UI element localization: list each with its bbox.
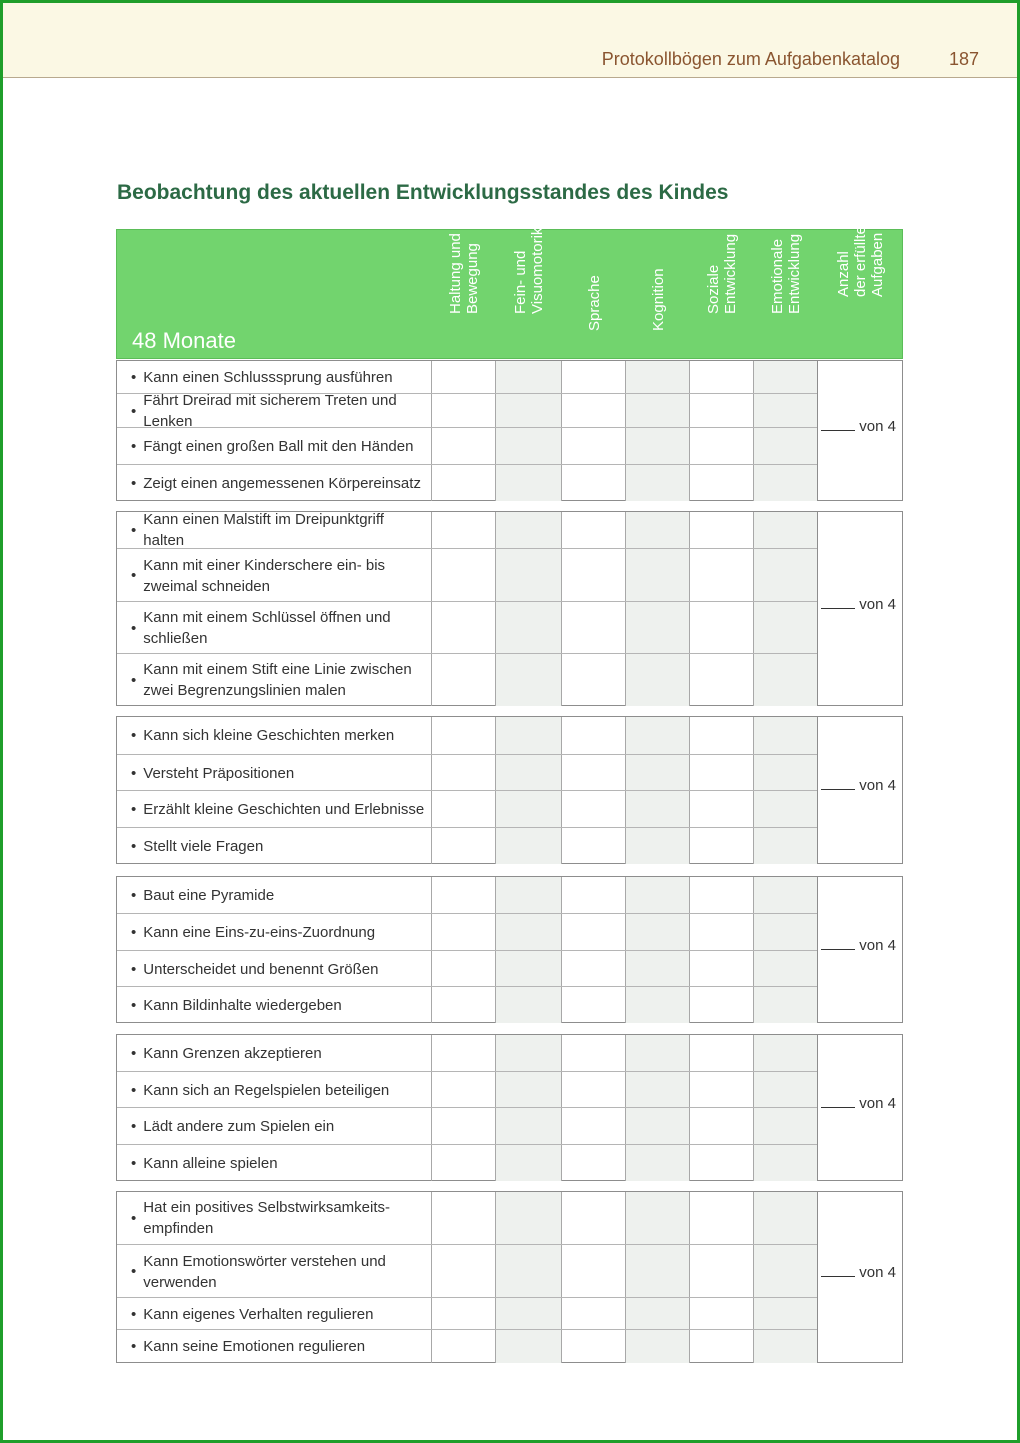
task-count-cell[interactable]	[817, 877, 902, 1022]
table-row	[117, 548, 817, 602]
bullet-icon: •	[131, 801, 137, 818]
column-header	[690, 230, 754, 360]
check-cell[interactable]	[431, 1298, 495, 1330]
observation-group	[116, 716, 903, 864]
check-cell[interactable]	[689, 717, 753, 754]
check-cell[interactable]	[495, 951, 561, 987]
check-cell[interactable]	[753, 428, 817, 465]
criterion-text	[131, 828, 427, 864]
check-cell[interactable]	[625, 512, 689, 548]
check-cell[interactable]	[561, 791, 625, 828]
criterion-label: Erzählt kleine Geschichten und Erlebnisse	[143, 801, 425, 818]
bullet-icon: •	[131, 727, 137, 744]
check-cell[interactable]	[561, 428, 625, 465]
criterion-label: Unterscheidet und benennt Größen	[143, 960, 379, 978]
check-cell[interactable]	[561, 1145, 625, 1181]
check-cell[interactable]	[625, 755, 689, 791]
check-cell[interactable]	[689, 1035, 753, 1071]
column-header-line: Entwicklung	[786, 233, 803, 314]
check-cell[interactable]	[753, 987, 817, 1023]
check-cell[interactable]	[753, 877, 817, 913]
check-cell[interactable]	[495, 1145, 561, 1181]
criterion-label: Kann einen Schlusssprung ausführen	[143, 368, 393, 386]
check-cell[interactable]	[625, 717, 689, 754]
table-row	[117, 393, 817, 428]
check-cell[interactable]	[431, 549, 495, 602]
check-cell[interactable]	[625, 1298, 689, 1330]
check-cell[interactable]	[561, 951, 625, 987]
criterion-label: Kann alleine spielen	[143, 1154, 278, 1172]
check-cell[interactable]	[753, 394, 817, 428]
table-row	[117, 913, 817, 951]
check-cell[interactable]	[561, 755, 625, 791]
criterion-label: Hat ein positives Selbstwirksamkeits-empfinden	[143, 1199, 391, 1237]
criterion-text	[131, 951, 427, 987]
task-count	[821, 777, 896, 794]
criterion-text	[131, 1108, 427, 1145]
criterion-text	[131, 361, 427, 393]
check-cell[interactable]	[431, 654, 495, 706]
check-cell[interactable]	[431, 394, 495, 428]
check-cell[interactable]	[689, 755, 753, 791]
observation-group	[116, 1191, 903, 1363]
task-count-cell[interactable]	[817, 512, 902, 705]
check-cell[interactable]	[495, 1298, 561, 1330]
check-cell[interactable]	[689, 1245, 753, 1298]
check-cell[interactable]	[431, 1072, 495, 1108]
table-row	[117, 950, 817, 987]
criterion-text	[131, 1298, 427, 1330]
check-cell[interactable]	[431, 602, 495, 654]
criterion-text	[131, 394, 427, 428]
criterion-text	[131, 1145, 427, 1181]
check-cell[interactable]	[561, 465, 625, 501]
check-cell[interactable]	[561, 1035, 625, 1071]
check-cell[interactable]	[753, 755, 817, 791]
check-cell[interactable]	[625, 1108, 689, 1145]
bullet-icon: •	[131, 837, 137, 855]
check-cell[interactable]	[495, 549, 561, 602]
check-cell[interactable]	[753, 549, 817, 602]
table-row	[117, 1035, 817, 1071]
count-blank[interactable]	[821, 430, 855, 431]
criterion-label: Kann eigenes Verhalten regulieren	[143, 1305, 374, 1323]
check-cell[interactable]	[431, 1035, 495, 1071]
page-number: 187	[949, 49, 980, 69]
check-cell[interactable]	[753, 602, 817, 654]
task-count-cell[interactable]	[817, 717, 902, 863]
criterion-label: Kann sich an Regelspielen beteiligen	[143, 1081, 390, 1099]
check-cell[interactable]	[625, 465, 689, 501]
check-cell[interactable]	[495, 1245, 561, 1298]
task-count	[821, 937, 896, 954]
check-cell[interactable]	[753, 791, 817, 828]
check-cell[interactable]	[625, 1245, 689, 1298]
bullet-icon: •	[131, 438, 137, 455]
count-suffix: von 4	[859, 936, 896, 954]
check-cell[interactable]	[625, 914, 689, 951]
task-count-cell[interactable]	[817, 1192, 902, 1362]
check-cell[interactable]	[625, 1330, 689, 1363]
check-cell[interactable]	[753, 1192, 817, 1244]
table-row	[117, 986, 817, 1023]
check-cell[interactable]	[561, 1245, 625, 1298]
check-cell[interactable]	[689, 602, 753, 654]
criterion-label: Kann Grenzen akzeptieren	[143, 1044, 322, 1062]
count-blank[interactable]	[821, 789, 855, 790]
criterion-label: Stellt viele Fragen	[143, 837, 264, 855]
check-cell[interactable]	[753, 1298, 817, 1330]
check-cell[interactable]	[561, 987, 625, 1023]
table-row	[117, 601, 817, 654]
check-cell[interactable]	[495, 987, 561, 1023]
table-row	[117, 717, 817, 754]
running-header	[3, 3, 1017, 78]
bullet-icon: •	[131, 886, 137, 904]
table-row	[117, 754, 817, 791]
check-cell[interactable]	[431, 828, 495, 864]
check-cell[interactable]	[689, 394, 753, 428]
check-cell[interactable]	[495, 914, 561, 951]
check-cell[interactable]	[625, 549, 689, 602]
observation-group	[116, 876, 903, 1023]
check-cell[interactable]	[689, 1108, 753, 1145]
check-cell[interactable]	[753, 1245, 817, 1298]
criterion-label: Kann Emotionswörter verstehen und verwenden	[143, 1252, 386, 1291]
count-suffix: von 4	[859, 595, 896, 613]
criterion-text	[131, 602, 427, 654]
check-cell[interactable]	[495, 1035, 561, 1071]
table-row	[117, 790, 817, 828]
column-header	[496, 227, 562, 360]
check-cell[interactable]	[561, 654, 625, 706]
check-cell[interactable]	[753, 717, 817, 754]
table-row	[117, 361, 817, 393]
count-suffix: von 4	[859, 417, 896, 435]
check-cell[interactable]	[431, 791, 495, 828]
table-row	[117, 1144, 817, 1181]
check-cell[interactable]	[625, 877, 689, 913]
column-header-line: Anzahl	[834, 251, 852, 297]
check-cell[interactable]	[561, 1192, 625, 1244]
criterion-text	[131, 877, 427, 913]
check-cell[interactable]	[753, 1330, 817, 1363]
table-row	[117, 1107, 817, 1145]
check-cell[interactable]	[753, 361, 817, 393]
criterion-text	[131, 914, 427, 951]
check-cell[interactable]	[495, 1330, 561, 1363]
bullet-icon: •	[131, 1338, 137, 1355]
bullet-icon: •	[131, 567, 137, 584]
check-cell[interactable]	[753, 654, 817, 706]
criterion-label: Fährt Dreirad mit sicherem Treten und Lenken	[143, 392, 397, 430]
check-cell[interactable]	[431, 877, 495, 913]
check-cell[interactable]	[495, 1108, 561, 1145]
check-cell[interactable]	[495, 602, 561, 654]
observation-group	[116, 1034, 903, 1181]
column-header-line: Fein- und	[512, 250, 529, 314]
task-count	[821, 596, 896, 613]
check-cell[interactable]	[431, 1145, 495, 1181]
bullet-icon: •	[131, 924, 137, 941]
column-header-line: Soziale	[705, 264, 722, 314]
column-header-line: der erfüllten	[851, 217, 869, 297]
check-cell[interactable]	[431, 428, 495, 465]
task-count-cell[interactable]	[817, 1035, 902, 1180]
check-cell[interactable]	[753, 465, 817, 501]
check-cell[interactable]	[753, 1108, 817, 1145]
check-cell[interactable]	[753, 828, 817, 864]
check-cell[interactable]	[689, 828, 753, 864]
check-cell[interactable]	[561, 877, 625, 913]
table-row	[117, 653, 817, 706]
criterion-text	[131, 755, 427, 791]
check-cell[interactable]	[561, 361, 625, 393]
criterion-label: Kann sich kleine Geschichten merken	[143, 727, 395, 744]
check-cell[interactable]	[495, 1072, 561, 1108]
check-cell[interactable]	[625, 602, 689, 654]
criterion-label: Kann mit einem Stift eine Linie zwischen zwei Begrenzungslinien malen	[143, 661, 412, 699]
criterion-label: Kann einen Malstift im Dreipunktgriff halten	[143, 511, 384, 549]
check-cell[interactable]	[625, 1035, 689, 1071]
page-title: Beobachtung des aktuellen Entwicklungsstandes des Kindes	[117, 181, 729, 204]
check-cell[interactable]	[561, 1330, 625, 1363]
bullet-icon: •	[131, 996, 137, 1014]
check-cell[interactable]	[753, 1145, 817, 1181]
check-cell[interactable]	[431, 1245, 495, 1298]
check-cell[interactable]	[689, 361, 753, 393]
criterion-text	[131, 1245, 427, 1298]
bullet-icon: •	[131, 1154, 137, 1172]
bullet-icon: •	[131, 671, 137, 689]
check-cell[interactable]	[561, 394, 625, 428]
column-header-line: Haltung und	[447, 233, 464, 314]
age-label: 48 Monate	[132, 328, 236, 353]
check-cell[interactable]	[625, 1072, 689, 1108]
column-header-line: Entwicklung	[722, 233, 739, 314]
task-count	[821, 1264, 896, 1281]
check-cell[interactable]	[689, 1330, 753, 1363]
criterion-text	[131, 1035, 427, 1071]
bullet-icon: •	[131, 1044, 137, 1062]
bullet-icon: •	[131, 1209, 137, 1227]
check-cell[interactable]	[431, 1108, 495, 1145]
column-header-line: Emotionale	[769, 238, 786, 314]
check-cell[interactable]	[689, 987, 753, 1023]
check-cell[interactable]	[431, 717, 495, 754]
check-cell[interactable]	[753, 1072, 817, 1108]
bullet-icon: •	[131, 960, 137, 978]
criterion-label: Kann Bildinhalte wiedergeben	[143, 996, 342, 1014]
check-cell[interactable]	[561, 914, 625, 951]
check-cell[interactable]	[495, 654, 561, 706]
bullet-icon: •	[131, 1305, 137, 1323]
table-row	[117, 1297, 817, 1330]
count-blank[interactable]	[821, 1276, 855, 1277]
check-cell[interactable]	[625, 394, 689, 428]
table-row	[117, 464, 817, 501]
bullet-icon: •	[131, 1081, 137, 1099]
criterion-label: Kann seine Emotionen regulieren	[143, 1338, 366, 1355]
bullet-icon: •	[131, 368, 137, 386]
table-row	[117, 877, 817, 913]
check-cell[interactable]	[495, 361, 561, 393]
check-cell[interactable]	[431, 512, 495, 548]
criterion-text	[131, 1330, 427, 1363]
check-cell[interactable]	[753, 1035, 817, 1071]
check-cell[interactable]	[561, 549, 625, 602]
check-cell[interactable]	[431, 914, 495, 951]
column-header-line: Aufgaben	[868, 232, 886, 297]
check-cell[interactable]	[625, 987, 689, 1023]
bullet-icon: •	[131, 521, 137, 539]
observation-group	[116, 360, 903, 501]
bullet-icon: •	[131, 474, 137, 492]
table-header	[116, 217, 903, 359]
check-cell[interactable]	[625, 428, 689, 465]
check-cell[interactable]	[495, 428, 561, 465]
check-cell[interactable]	[689, 654, 753, 706]
criterion-label: Lädt andere zum Spielen ein	[143, 1118, 335, 1135]
task-count	[821, 1095, 896, 1112]
check-cell[interactable]	[753, 512, 817, 548]
check-cell[interactable]	[689, 512, 753, 548]
count-suffix: von 4	[859, 1094, 896, 1112]
count-blank[interactable]	[821, 1107, 855, 1108]
criterion-text	[131, 791, 427, 828]
table-row	[117, 1192, 817, 1244]
check-cell[interactable]	[431, 465, 495, 501]
column-header-line: Visuomotorik	[529, 227, 546, 314]
table-row	[117, 827, 817, 864]
count-suffix: von 4	[859, 777, 896, 794]
check-cell[interactable]	[431, 987, 495, 1023]
check-cell[interactable]	[689, 914, 753, 951]
column-header	[754, 230, 818, 360]
check-cell[interactable]	[689, 1072, 753, 1108]
check-cell[interactable]	[561, 1108, 625, 1145]
column-header	[626, 230, 690, 360]
check-cell[interactable]	[495, 717, 561, 754]
check-cell[interactable]	[625, 361, 689, 393]
bullet-icon: •	[131, 764, 137, 782]
criterion-label: Zeigt einen angemessenen Körpereinsatz	[143, 474, 421, 492]
check-cell[interactable]	[495, 512, 561, 548]
observation-group	[116, 511, 903, 706]
table-row	[117, 1244, 817, 1298]
check-cell[interactable]	[561, 828, 625, 864]
criterion-text	[131, 428, 427, 465]
column-header	[562, 230, 626, 360]
criterion-label: Fängt einen großen Ball mit den Händen	[143, 438, 414, 455]
criterion-label: Kann mit einer Kinderschere ein- bis zweimal schneiden	[143, 556, 386, 595]
check-cell[interactable]	[689, 1145, 753, 1181]
count-blank[interactable]	[821, 608, 855, 609]
column-header	[818, 217, 902, 360]
criterion-text	[131, 549, 427, 602]
check-cell[interactable]	[431, 1330, 495, 1363]
criterion-label: Versteht Präpositionen	[143, 764, 295, 782]
check-cell[interactable]	[495, 465, 561, 501]
criterion-text	[131, 1072, 427, 1108]
check-cell[interactable]	[431, 361, 495, 393]
task-count	[821, 418, 896, 435]
check-cell[interactable]	[431, 755, 495, 791]
check-cell[interactable]	[689, 1192, 753, 1244]
table-row	[117, 427, 817, 465]
table-row	[117, 1071, 817, 1108]
column-header-line: Bewegung	[464, 243, 481, 314]
check-cell[interactable]	[689, 465, 753, 501]
check-cell[interactable]	[495, 877, 561, 913]
bullet-icon: •	[131, 1118, 137, 1135]
check-cell[interactable]	[495, 1192, 561, 1244]
check-cell[interactable]	[431, 1192, 495, 1244]
check-cell[interactable]	[495, 828, 561, 864]
check-cell[interactable]	[625, 791, 689, 828]
table-row	[117, 512, 817, 548]
check-cell[interactable]	[625, 828, 689, 864]
check-cell[interactable]	[561, 717, 625, 754]
check-cell[interactable]	[625, 1145, 689, 1181]
criterion-label: Kann eine Eins-zu-eins-Zuordnung	[143, 924, 376, 941]
criterion-text	[131, 1192, 427, 1244]
check-cell[interactable]	[753, 914, 817, 951]
check-cell[interactable]	[689, 428, 753, 465]
criterion-text	[131, 654, 427, 706]
check-cell[interactable]	[625, 654, 689, 706]
check-cell[interactable]	[625, 951, 689, 987]
criterion-text	[131, 717, 427, 754]
check-cell[interactable]	[689, 791, 753, 828]
count-suffix: von 4	[859, 1264, 896, 1281]
check-cell[interactable]	[495, 755, 561, 791]
check-cell[interactable]	[495, 394, 561, 428]
check-cell[interactable]	[495, 791, 561, 828]
check-cell[interactable]	[689, 877, 753, 913]
check-cell[interactable]	[753, 951, 817, 987]
bullet-icon: •	[131, 402, 137, 420]
criterion-label: Baut eine Pyramide	[143, 886, 275, 904]
check-cell[interactable]	[689, 951, 753, 987]
bullet-icon: •	[131, 619, 137, 637]
check-cell[interactable]	[431, 951, 495, 987]
column-header-line: Sprache	[585, 275, 603, 331]
running-title: Protokollbögen zum Aufgabenkatalog	[601, 49, 900, 69]
check-cell[interactable]	[689, 1298, 753, 1330]
criterion-text	[131, 512, 427, 548]
column-header	[432, 230, 496, 360]
check-cell[interactable]	[561, 1072, 625, 1108]
check-cell[interactable]	[689, 549, 753, 602]
criterion-text	[131, 465, 427, 501]
bullet-icon: •	[131, 1263, 137, 1280]
check-cell[interactable]	[561, 512, 625, 548]
check-cell[interactable]	[561, 602, 625, 654]
criterion-label: Kann mit einem Schlüssel öffnen und schließen	[143, 609, 391, 647]
criterion-text	[131, 987, 427, 1023]
table-row	[117, 1329, 817, 1363]
count-blank[interactable]	[821, 949, 855, 950]
check-cell[interactable]	[561, 1298, 625, 1330]
column-header-line: Kognition	[649, 268, 667, 331]
task-count-cell[interactable]	[817, 361, 902, 500]
check-cell[interactable]	[625, 1192, 689, 1244]
